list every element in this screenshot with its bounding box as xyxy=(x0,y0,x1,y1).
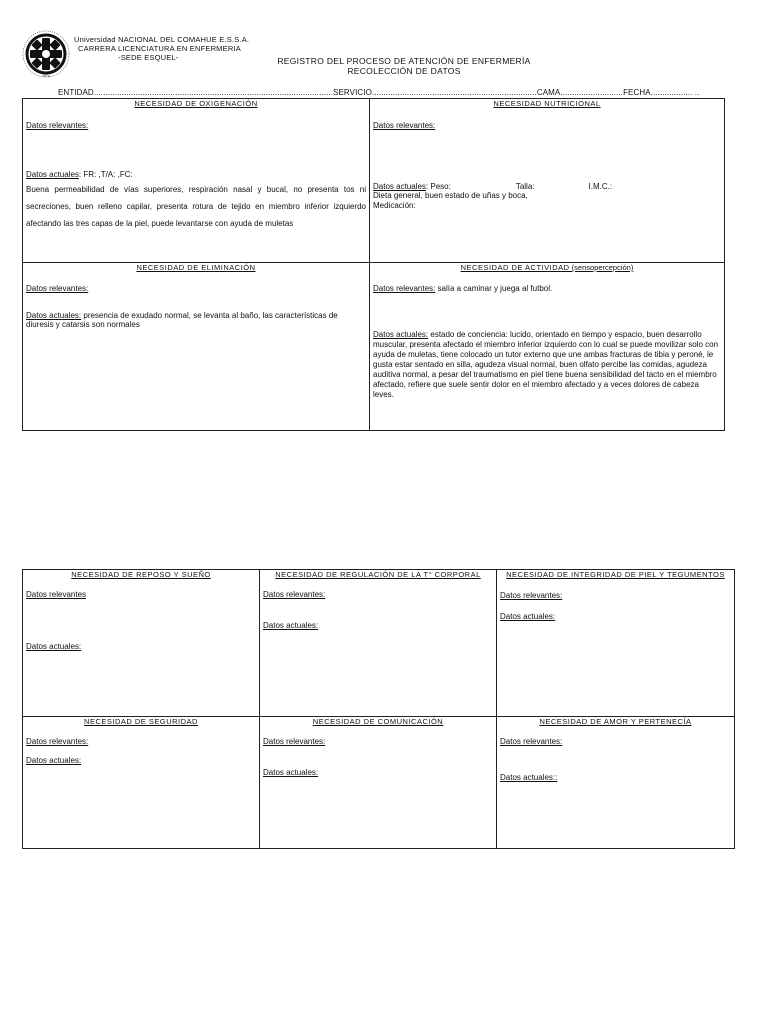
relevant-data-label: Datos relevantes: xyxy=(26,737,89,746)
current-data-text: estado de conciencia: lucido, orientado en tiempo y espacio, buen desarrollo muscular, presenta afectado el miembro inferior izquierdo con lo cual se puede movilizar solo con ayuda de muletas, tiene colocado un tutor externo que une ambas fracturas de tibia y peroné, le gusta estar sentado en silla, agudeza visual normal, buen olfato percibe las comidas, agudeza auditiva normal, a pesar del traumatismo en piel tiene buena sensibilidad del tacto en el miembro afectado, refiere que suele sentir dolor en el miembro afectado y a veces dolores de cabeza leves. xyxy=(373,330,719,399)
relevant-data-text: salía a caminar y juega al futbol. xyxy=(435,284,553,293)
cell-title: NECESIDAD NUTRICIONAL xyxy=(493,99,601,108)
needs-table-bottom xyxy=(22,569,735,849)
cell-title: NECESIDAD DE OXIGENACIÓN xyxy=(134,99,258,108)
current-data-label: Datos actuales: xyxy=(263,768,319,777)
cell-title: NECESIDAD DE AMOR Y PERTENECÍA xyxy=(539,717,692,726)
height-label: Talla: xyxy=(515,182,535,191)
cell-eliminacion xyxy=(23,263,370,431)
cell-actividad xyxy=(370,263,725,431)
seat-name: -SEDE ESQUEL- xyxy=(118,53,179,62)
relevant-data-label: Datos relevantes: xyxy=(263,590,326,599)
cell-oxigenacion xyxy=(23,99,370,263)
cell-amor-pertenencia xyxy=(497,717,735,849)
form-subtitle: RECOLECCIÓN DE DATOS xyxy=(347,66,461,76)
cell-title: NECESIDAD DE REGULACIÓN DE LA T° CORPORAL xyxy=(275,570,481,579)
medication-label: Medicación: xyxy=(373,201,416,210)
current-data-label: Datos actuales: xyxy=(500,612,556,621)
relevant-data-label: Datos relevantes: xyxy=(26,121,89,130)
current-data-text: presencia de exudado normal, se levanta al baño, las características de diuresis y catarsis son normales xyxy=(26,311,338,329)
cell-seguridad xyxy=(23,717,260,849)
career-name: CARRERA LICENCIATURA EN ENFERMERIA xyxy=(78,44,241,53)
institution-block xyxy=(74,35,249,62)
cell-title: NECESIDAD DE ELIMINACIÓN xyxy=(136,263,256,272)
identification-line: ENTIDAD.......................................................................................................SERVICIO.......................................................................CAMA...........................FECHA.................. .. xyxy=(58,88,700,97)
cell-reposo-sueno xyxy=(23,570,260,717)
current-data-label: Datos actuales: xyxy=(373,330,429,339)
cell-comunicacion xyxy=(260,717,497,849)
university-name: Universidad NACIONAL DEL COMAHUE E.S.S.A. xyxy=(74,35,250,44)
cell-nutricional xyxy=(370,99,725,263)
diet-text: Dieta general, buen estado de uñas y boca, xyxy=(373,191,528,200)
relevant-data-label: Datos relevantes: xyxy=(500,591,563,600)
current-data-text: Buena permeabilidad de vías superiores, respiración nasal y bucal, no presenta tos ni secreciones, buen relleno capilar, presenta rotura de tejido en miembro inferior izquierdo afectando las tres capas de la piel, puede levantarse con ayuda de muletas xyxy=(26,185,366,228)
cell-title: NECESIDAD DE REPOSO Y SUEÑO xyxy=(71,570,211,579)
current-data-label: Datos actuales xyxy=(26,170,79,179)
cell-temperatura xyxy=(260,570,497,717)
relevant-data-label: Datos relevantes: xyxy=(263,737,326,746)
relevant-data-label: Datos relevantes: xyxy=(373,284,436,293)
current-data-label: Datos actuales: xyxy=(26,756,82,765)
bmi-label: I.M.C.: xyxy=(588,182,613,191)
vital-signs: : FR: ,T/A: ,FC: xyxy=(78,170,133,179)
current-data-label: Datos actuales: xyxy=(26,642,82,651)
cell-title: NECESIDAD DE COMUNICACIÓN xyxy=(312,717,444,726)
current-data-label: Datos actuales:: xyxy=(500,773,558,782)
relevant-data-label: Datos relevantes: xyxy=(500,737,563,746)
weight-label: : Peso: xyxy=(425,182,451,191)
current-data-label: Datos actuales: xyxy=(26,311,82,320)
university-logo xyxy=(22,30,70,78)
cell-title-extra: (sensopercepción) xyxy=(569,263,634,272)
cell-title-main: NECESIDAD DE ACTIVIDAD xyxy=(460,263,570,272)
logo-year: 1974 xyxy=(42,74,50,78)
needs-table-top xyxy=(22,98,725,431)
form-title-block xyxy=(230,56,578,76)
relevant-data-label: Datos relevantes: xyxy=(373,121,436,130)
form-title: REGISTRO DEL PROCESO DE ATENCIÓN DE ENFERMERÍA xyxy=(277,56,531,66)
relevant-data-label: Datos relevantes xyxy=(26,590,87,599)
relevant-data-label: Datos relevantes: xyxy=(26,284,89,293)
cell-integridad-piel xyxy=(497,570,735,717)
cell-title: NECESIDAD DE SEGURIDAD xyxy=(84,717,198,726)
current-data-label: Datos actuales: xyxy=(263,621,319,630)
current-data-label: Datos actuales xyxy=(373,182,426,191)
cell-title: NECESIDAD DE INTEGRIDAD DE PIEL Y TEGUMENTOS xyxy=(506,570,725,579)
cell-title xyxy=(373,263,721,272)
